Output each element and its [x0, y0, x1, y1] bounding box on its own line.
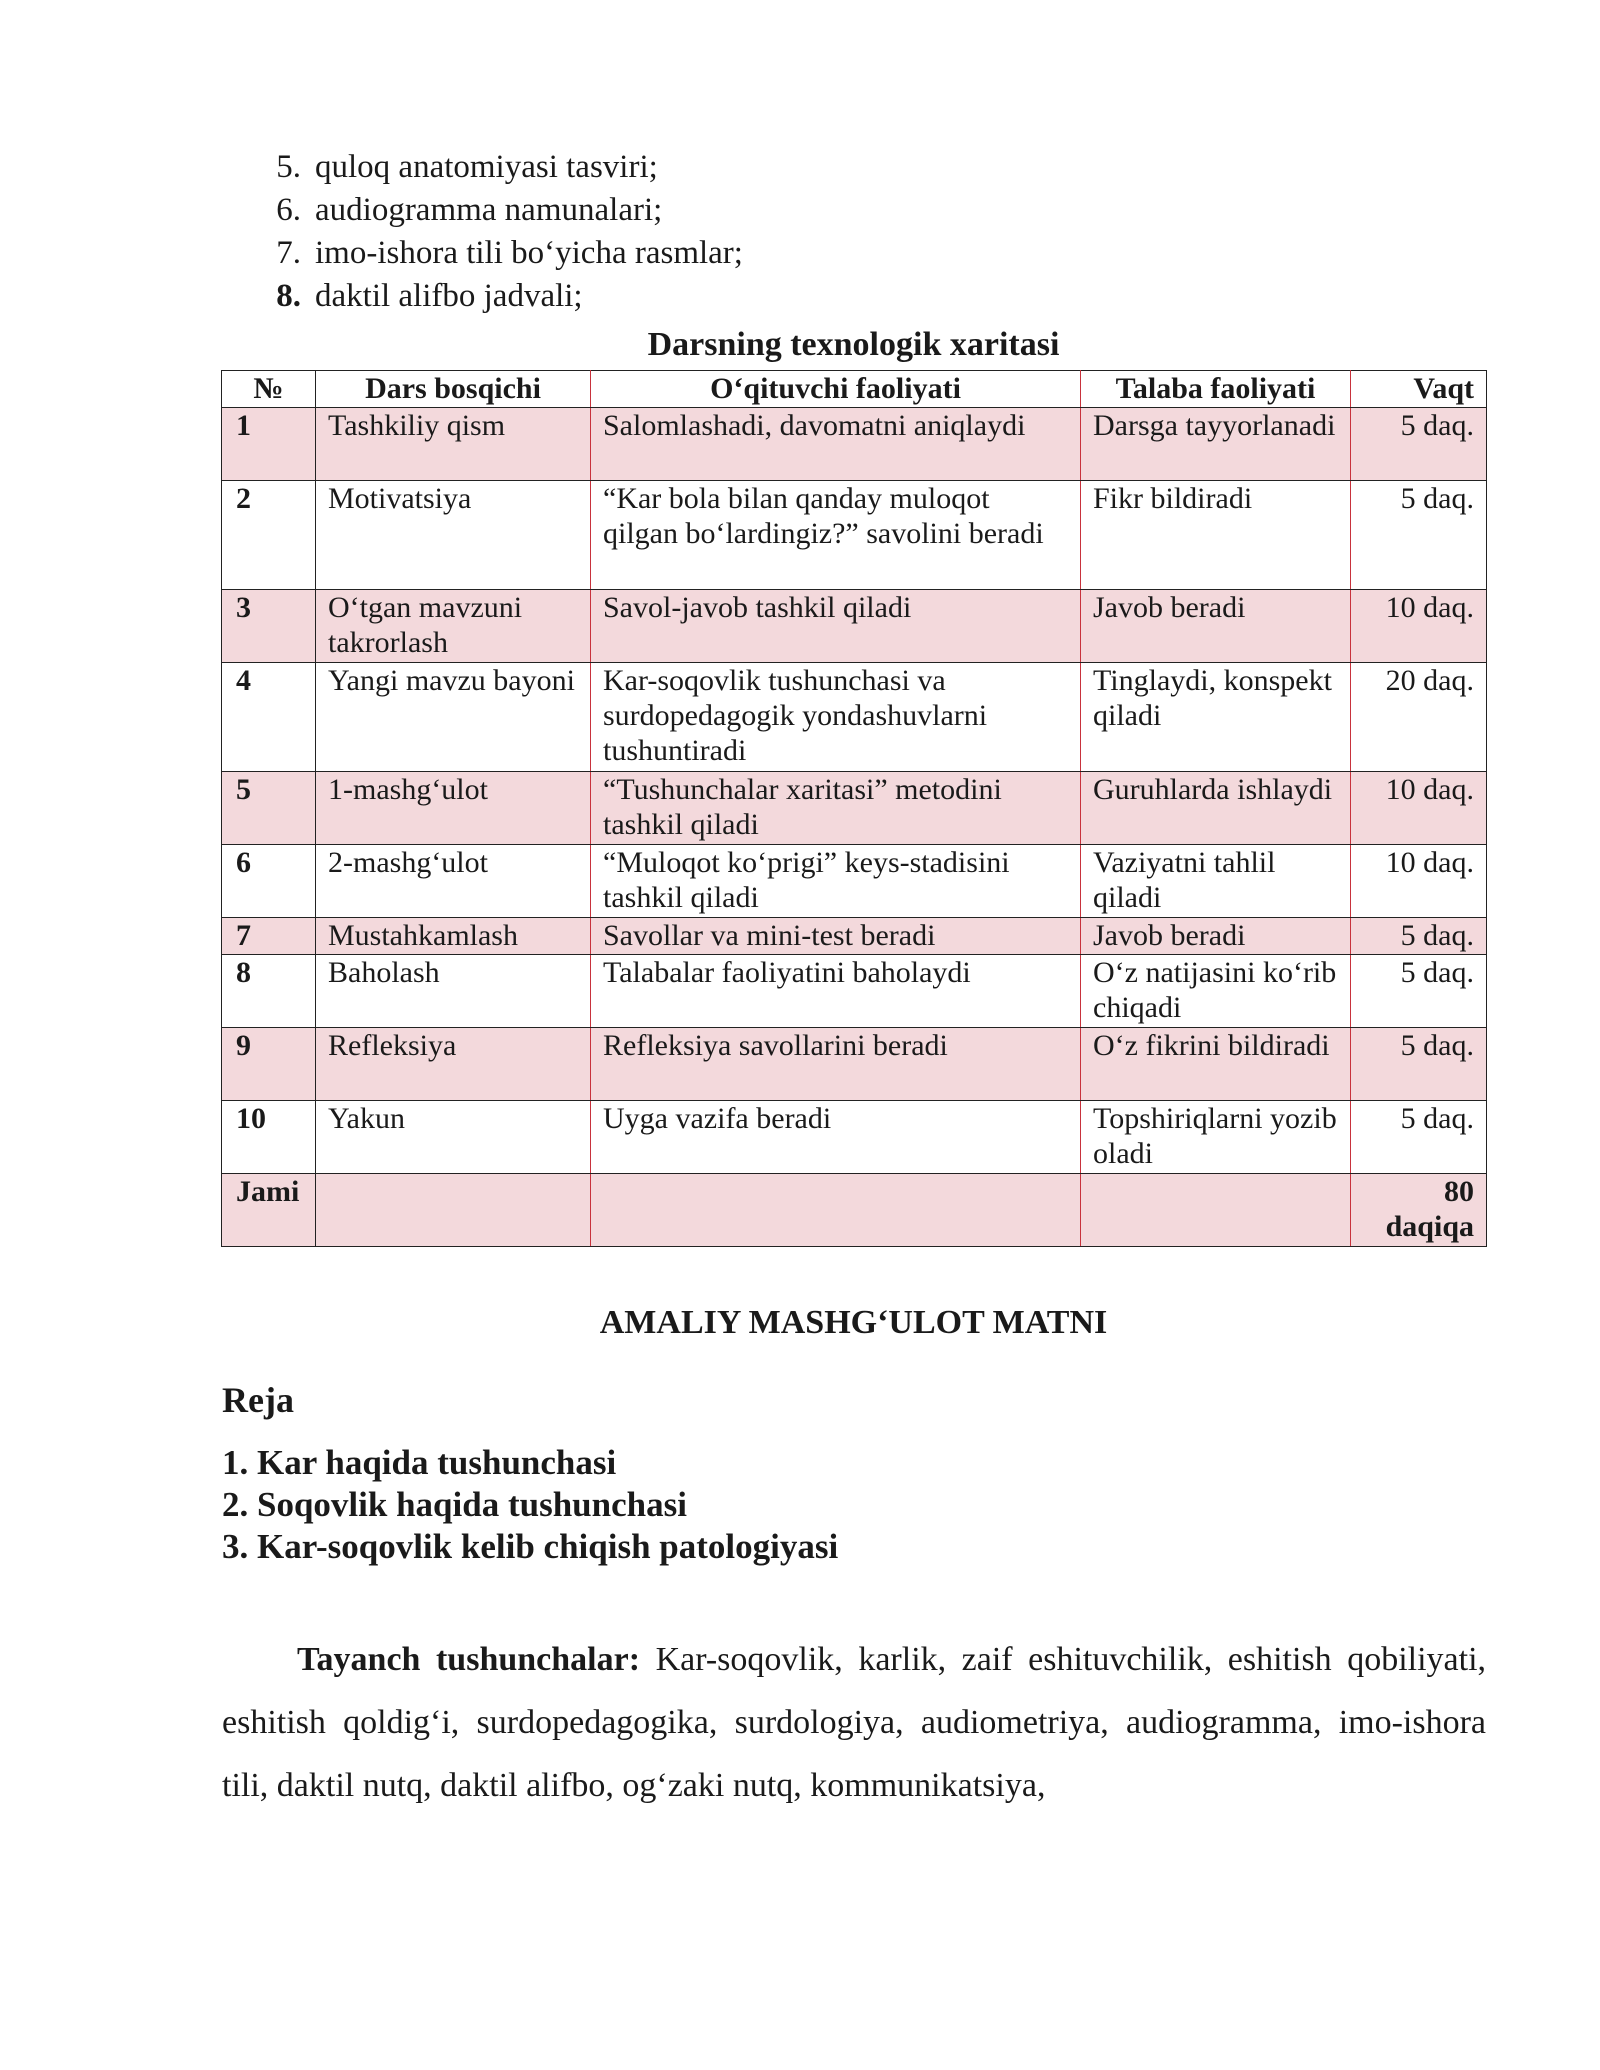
- table-total-row: [222, 1174, 1487, 1247]
- total-label: Jami: [222, 1174, 316, 1247]
- list-text: audiogramma namunalari;: [315, 192, 663, 228]
- cell-time: 5 daq.: [1351, 408, 1487, 481]
- header-student-activity: Talaba faoliyati: [1081, 371, 1351, 408]
- key-terms-label: Tayanch tushunchalar:: [297, 1641, 641, 1678]
- cell-student: O‘z natijasini ko‘rib chiqadi: [1081, 955, 1351, 1028]
- cell-time: 10 daq.: [1351, 845, 1487, 918]
- section-title: AMALIY MASHG‘ULOT MATNI: [599, 1304, 1108, 1341]
- plan-item: 2. Soqovlik haqida tushunchasi: [222, 1485, 687, 1524]
- table-row: [222, 590, 1487, 663]
- cell-number: 8: [222, 955, 316, 1028]
- cell-time: 10 daq.: [1351, 590, 1487, 663]
- cell-stage: 1-mashg‘ulot: [316, 772, 591, 845]
- cell-teacher: Kar-soqovlik tushunchasi va surdopedagogik yondashuvlarni tushuntiradi: [591, 663, 1081, 772]
- cell-student: Guruhlarda ishlaydi: [1081, 772, 1351, 845]
- cell-time: 5 daq.: [1351, 1028, 1487, 1101]
- cell-stage: Motivatsiya: [316, 481, 591, 590]
- list-number: 7.: [276, 235, 301, 271]
- list-item: [250, 275, 743, 318]
- cell-teacher: “Tushunchalar xaritasi” metodini tashkil qiladi: [591, 772, 1081, 845]
- list-text: quloq anatomiyasi tasviri;: [315, 149, 658, 185]
- cell-number: 1: [222, 408, 316, 481]
- cell-empty: [1081, 1174, 1351, 1247]
- cell-student: Fikr bildiradi: [1081, 481, 1351, 590]
- cell-student: Javob beradi: [1081, 918, 1351, 955]
- table-row: [222, 1101, 1487, 1174]
- cell-student: Javob beradi: [1081, 590, 1351, 663]
- cell-teacher: Savol-javob tashkil qiladi: [591, 590, 1081, 663]
- list-text: daktil alifbo jadvali;: [315, 278, 583, 314]
- list-item: [250, 146, 743, 189]
- cell-number: 2: [222, 481, 316, 590]
- cell-stage: Mustahkamlash: [316, 918, 591, 955]
- cell-number: 6: [222, 845, 316, 918]
- cell-teacher: “Muloqot ko‘prigi” keys-stadisini tashkil qiladi: [591, 845, 1081, 918]
- lesson-map-table: [221, 370, 1487, 1247]
- cell-student: O‘z fikrini bildiradi: [1081, 1028, 1351, 1101]
- cell-teacher: Talabalar faoliyatini baholaydi: [591, 955, 1081, 1028]
- plan-title: Reja: [222, 1380, 294, 1420]
- cell-teacher: “Kar bola bilan qanday muloqot qilgan bo‘lardingiz?” savolini beradi: [591, 481, 1081, 590]
- plan-list: [222, 1442, 838, 1568]
- cell-stage: Baholash: [316, 955, 591, 1028]
- cell-number: 4: [222, 663, 316, 772]
- cell-stage: Refleksiya: [316, 1028, 591, 1101]
- cell-number: 5: [222, 772, 316, 845]
- cell-student: Topshiriqlarni yozib oladi: [1081, 1101, 1351, 1174]
- table-row: [222, 1028, 1487, 1101]
- table-title: Darsning texnologik xaritasi: [647, 326, 1060, 363]
- cell-stage: 2-mashg‘ulot: [316, 845, 591, 918]
- table-row: [222, 772, 1487, 845]
- header-time: Vaqt: [1351, 371, 1487, 408]
- header-number: №: [222, 371, 316, 408]
- cell-teacher: Salomlashadi, davomatni aniqlaydi: [591, 408, 1081, 481]
- cell-stage: Yangi mavzu bayoni: [316, 663, 591, 772]
- cell-student: Tinglaydi, konspekt qiladi: [1081, 663, 1351, 772]
- table-header-row: [222, 371, 1487, 408]
- plan-item: 3. Kar-soqovlik kelib chiqish patologiyasi: [222, 1527, 839, 1566]
- list-number: 6.: [276, 192, 301, 228]
- cell-teacher: Uyga vazifa beradi: [591, 1101, 1081, 1174]
- table-row: [222, 918, 1487, 955]
- list-text: imo-ishora tili bo‘yicha rasmlar;: [315, 235, 743, 271]
- plan-item: 1. Kar haqida tushunchasi: [222, 1443, 617, 1482]
- cell-empty: [591, 1174, 1081, 1247]
- cell-stage: O‘tgan mavzuni takrorlash: [316, 590, 591, 663]
- header-stage: Dars bosqichi: [316, 371, 591, 408]
- cell-teacher: Refleksiya savollarini beradi: [591, 1028, 1081, 1101]
- cell-number: 3: [222, 590, 316, 663]
- table-row: [222, 663, 1487, 772]
- table-row: [222, 481, 1487, 590]
- table-row: [222, 955, 1487, 1028]
- cell-time: 10 daq.: [1351, 772, 1487, 845]
- key-terms-text: Kar-soqovlik, karlik, zaif eshituvchilik, eshitish qobiliyati, eshitish qoldig‘i, surdopedagogika, surdologiya, audiometriya, audiogramma, imo-ishora tili, daktil nutq, daktil alifbo, og‘zaki nutq, kommunikatsiya,: [222, 1641, 1487, 1804]
- cell-stage: Tashkiliy qism: [316, 408, 591, 481]
- total-value: 80 daqiqa: [1351, 1174, 1487, 1247]
- cell-number: 9: [222, 1028, 316, 1101]
- cell-time: 20 daq.: [1351, 663, 1487, 772]
- cell-time: 5 daq.: [1351, 481, 1487, 590]
- key-terms-paragraph: [222, 1628, 1486, 1817]
- list-item: [250, 232, 743, 275]
- cell-stage: Yakun: [316, 1101, 591, 1174]
- list-number: 5.: [276, 149, 301, 185]
- cell-student: Vaziyatni tahlil qiladi: [1081, 845, 1351, 918]
- list-item: [250, 189, 743, 232]
- cell-teacher: Savollar va mini-test beradi: [591, 918, 1081, 955]
- materials-list: [250, 146, 743, 318]
- table-row: [222, 845, 1487, 918]
- cell-number: 10: [222, 1101, 316, 1174]
- list-number: 8.: [276, 278, 301, 314]
- cell-time: 5 daq.: [1351, 1101, 1487, 1174]
- cell-time: 5 daq.: [1351, 918, 1487, 955]
- cell-student: Darsga tayyorlanadi: [1081, 408, 1351, 481]
- cell-time: 5 daq.: [1351, 955, 1487, 1028]
- table-row: [222, 408, 1487, 481]
- cell-number: 7: [222, 918, 316, 955]
- header-teacher-activity: O‘qituvchi faoliyati: [591, 371, 1081, 408]
- cell-empty: [316, 1174, 591, 1247]
